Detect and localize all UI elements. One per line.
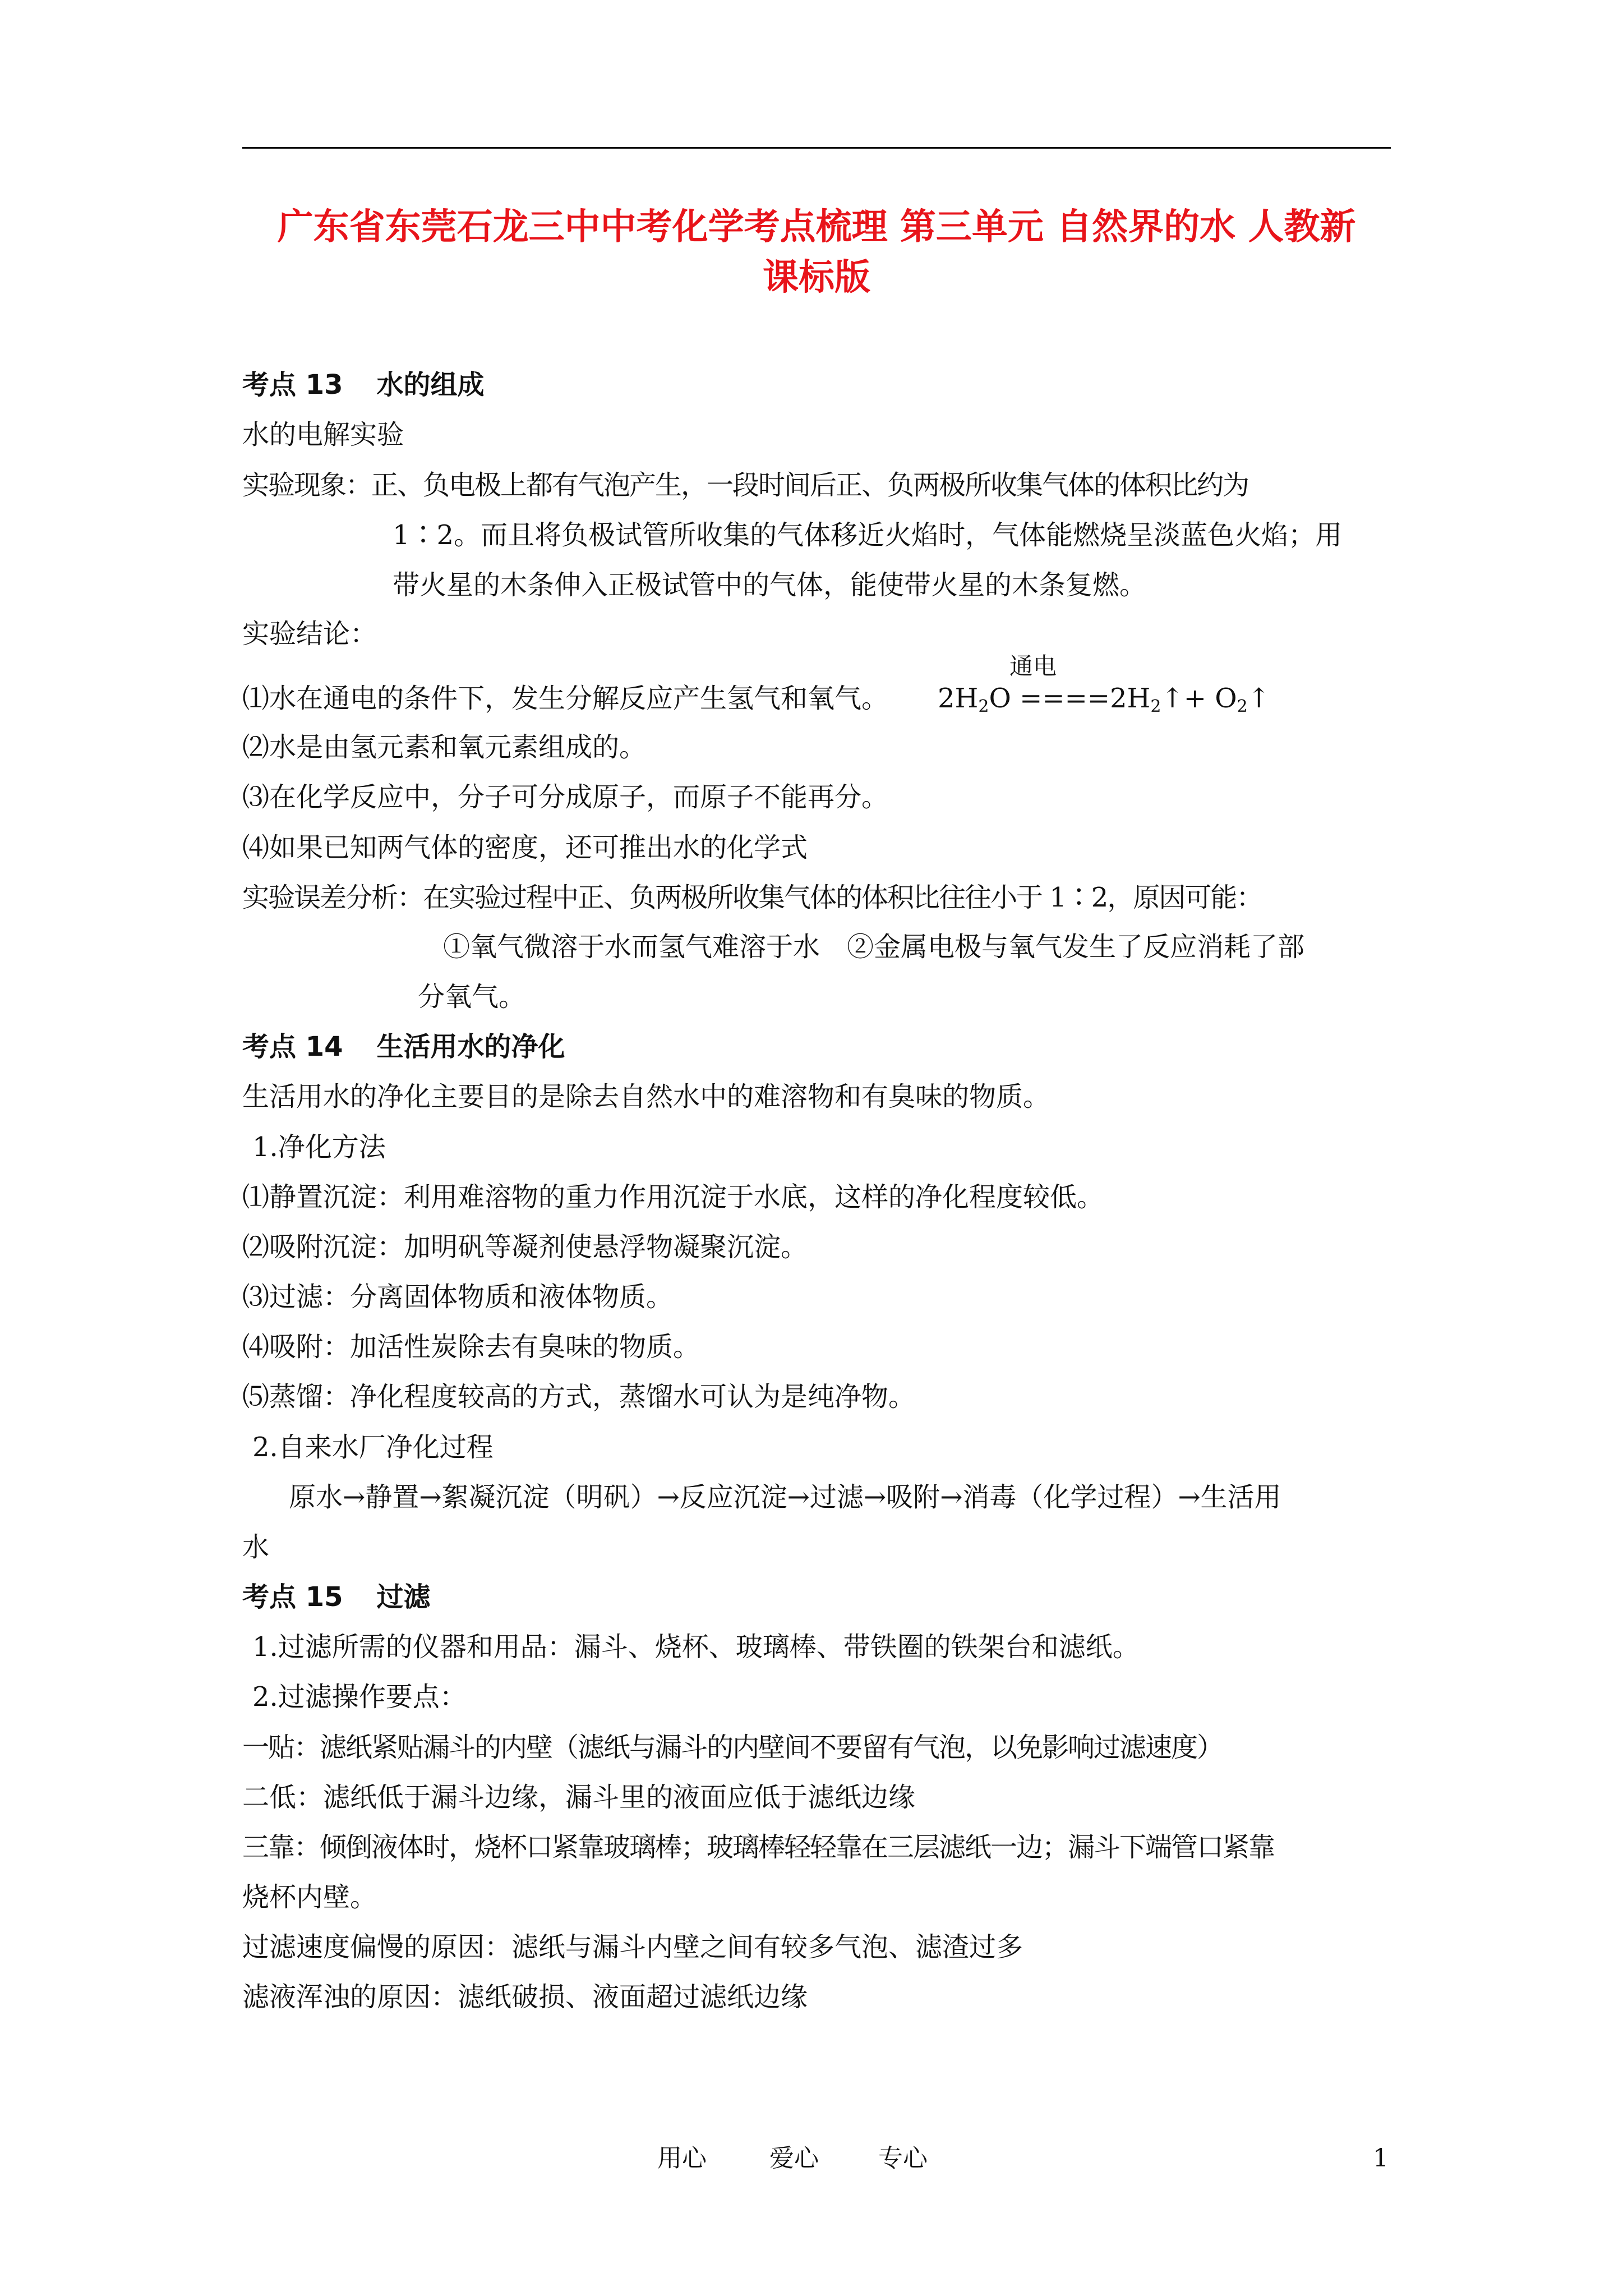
paragraph: 1∶2。而且将负极试管所收集的气体移近火焰时，气体能燃烧呈淡蓝色火焰；用 (393, 519, 1343, 551)
section-heading-15 (242, 1580, 431, 1614)
paragraph: 一贴：滤纸紧贴漏斗的内壁（滤纸与漏斗的内壁间不要留有气泡，以免影响过滤速度） (242, 1732, 1223, 1763)
paragraph: 生活用水的净化主要目的是除去自然水中的难溶物和有臭味的物质。 (242, 1081, 1050, 1112)
section-heading-13 (242, 368, 485, 402)
paragraph: ⑵水是由氢元素和氧元素组成的。 (242, 731, 647, 763)
paragraph: 三靠：倾倒液体时，烧杯口紧靠玻璃棒；玻璃棒轻轻靠在三层滤纸一边；漏斗下端管口紧靠 (242, 1832, 1275, 1863)
paragraph: ⑵吸附沉淀：加明矾等凝剂使悬浮物凝聚沉淀。 (242, 1231, 808, 1263)
equation-part: 2H (938, 683, 979, 714)
page-number: 1 (1373, 2144, 1389, 2173)
paragraph: 水的电解实验 (242, 419, 404, 450)
equation-part: 2H (1110, 683, 1151, 714)
footer-motto-1: 用心 (657, 2144, 707, 2173)
paragraph: 二低：滤纸低于漏斗边缘，漏斗里的液面应低于滤纸边缘 (242, 1782, 916, 1813)
paragraph: ⑴静置沉淀：利用难溶物的重力作用沉淀于水底，这样的净化程度较低。 (242, 1181, 1104, 1213)
paragraph: ⑴水在通电的条件下，发生分解反应产生氢气和氧气。 (242, 683, 889, 714)
equation-part: O (989, 683, 1011, 714)
paragraph: ⑷吸附：加活性炭除去有臭味的物质。 (242, 1331, 700, 1363)
section-number: 考点 14 (242, 1031, 343, 1062)
section-heading-14 (242, 1030, 565, 1064)
chemical-equation (938, 682, 1270, 724)
paragraph: ⑶过滤：分离固体物质和液体物质。 (242, 1281, 674, 1313)
reaction-condition: 通电 (1009, 652, 1057, 680)
equation-arrow: ==== (1020, 683, 1110, 714)
paragraph: ⑷如果已知两气体的密度，还可推出水的化学式 (242, 832, 808, 863)
paragraph: 原水→静置→絮凝沉淀（明矾）→反应沉淀→过滤→吸附→消毒（化学过程）→生活用 (289, 1481, 1281, 1513)
equation-subscript: 2 (1237, 697, 1248, 716)
paragraph: 分氧气。 (418, 981, 526, 1013)
equation-part: ↑ (1247, 683, 1270, 714)
paragraph: 2.自来水厂净化过程 (252, 1432, 494, 1463)
paragraph: 实验现象：正、负电极上都有气泡产生，一段时间后正、负两极所收集气体的体积比约为 (242, 470, 1249, 501)
header-rule (242, 147, 1391, 149)
paragraph: 实验误差分析：在实验过程中正、负两极所收集气体的体积比往往小于 1∶2，原因可能： (242, 882, 1262, 913)
paragraph: 滤液浑浊的原因：滤纸破损、液面超过滤纸边缘 (242, 1981, 808, 2013)
equation-subscript: 2 (978, 697, 989, 716)
footer-motto-3: 专心 (878, 2144, 928, 2173)
paragraph: 水 (242, 1531, 270, 1563)
paragraph: 烧杯内壁。 (242, 1881, 377, 1913)
paragraph: ⑶在化学反应中，分子可分成原子，而原子不能再分。 (242, 781, 889, 813)
equation-subscript: 2 (1150, 697, 1161, 716)
paragraph: 过滤速度偏慢的原因：滤纸与漏斗内壁之间有较多气泡、滤渣过多 (242, 1931, 1023, 1963)
section-title: 水的组成 (376, 369, 485, 401)
document-title-line2: 课标版 (763, 257, 870, 298)
document-title-line1: 广东省东莞石龙三中中考化学考点梳理 第三单元 自然界的水 人教新 (277, 206, 1356, 248)
paragraph: ⑸蒸馏：净化程度较高的方式，蒸馏水可认为是纯净物。 (242, 1381, 916, 1412)
section-title: 生活用水的净化 (376, 1031, 565, 1062)
equation-part: ↑+ O (1161, 683, 1237, 714)
section-title: 过滤 (376, 1581, 431, 1613)
section-number: 考点 15 (242, 1581, 343, 1613)
paragraph: 1.过滤所需的仪器和用品：漏斗、烧杯、玻璃棒、带铁圈的铁架台和滤纸。 (252, 1631, 1140, 1663)
paragraph: 1.净化方法 (252, 1131, 386, 1163)
section-number: 考点 13 (242, 369, 343, 401)
paragraph: ①氧气微溶于水而氢气难溶于水 ②金属电极与氧气发生了反应消耗了部 (443, 931, 1305, 963)
paragraph: 实验结论： (242, 618, 377, 650)
paragraph: 2.过滤操作要点： (252, 1681, 467, 1713)
paragraph: 带火星的木条伸入正极试管中的气体，能使带火星的木条复燃。 (393, 569, 1147, 601)
footer-motto-2: 爱心 (769, 2144, 819, 2173)
